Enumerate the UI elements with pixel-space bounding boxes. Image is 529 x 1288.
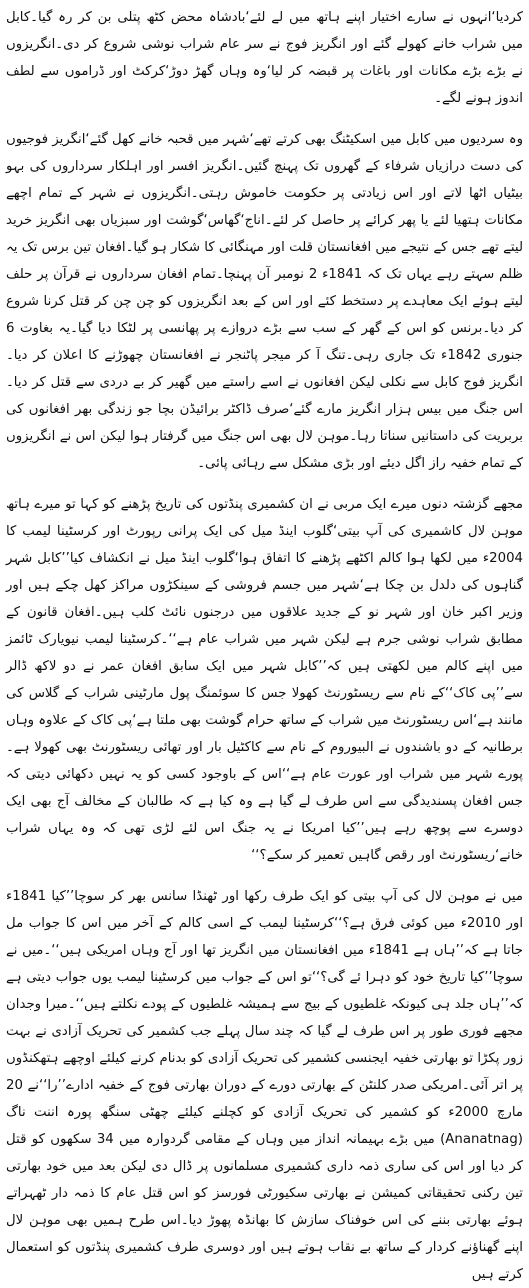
- article-paragraph-4: میں نے موہن لال کی آپ بیتی کو ایک طرف رکھا اور ٹھنڈا سانس بھر کر سوچا’’کیا 1841ء اور 2010ء میں کوئی فرق ہے؟‘‘کرسٹینا لیمب کے اسی کالم کے آخر میں اس کا جواب مل جاتا ہے کہ’’ہاں ہے 1841ء میں افغانستان میں انگریز تھا اور آج وہاں امریکی ہیں‘‘۔میں نے سوچا’’کیا تاریخ خود کو دہرا ئے گی؟‘‘تو اس کے جواب میں کرسٹینا لیمب یوں جواب دیتی ہے کہ’’ہاں جلد ہی کیونکہ غلطیوں کے بیج سے ہمیشہ غلطیوں کے پودے نکلتے ہیں‘‘۔میرا وجدان مجھے فوری طور پر اس طرف لے گیا کہ چند سال پہلے جب کشمیر کی تحریک آزادی نے بہت زور پکڑا تو بھارتی خفیہ ایجنسی کشمیر کی تحریک آزادی کو بدنام کرنے کیلئے اوچھے ہتھکنڈوں پر اتر آئی۔امریکی صدر کلنٹن کے بھارتی دورے کے دوران بھارتی فوج کے خفیہ ادارے’’را‘‘نے 20 مارچ 2000ء کو کشمیر کی تحریک آزادی کو کچلنے کیلئے چھٹی سنگھ پورہ اننت ناگ (Ananatnag) میں بڑے بہیمانہ انداز میں وہاں کے مقامی گردوارہ میں 34 سکھوں کو قتل کر دیا اور اس کی ساری ذمہ داری کشمیری مسلمانوں پر ڈال دی لیکن بعد میں خود بھارتی تین رکنی تحقیقاتی کمیشن نے بھارتی سکیورٹی فورسز کو اس قتل عام کا ذمہ دار ٹھہراتے ہوئے بھارتی بننے کی اس خوفناک سازش کا بھانڈہ پھوڑ دیا۔اس طرح ہمیں بھی موہن لال اپنے گھناؤنے کردار کے ساتھ بے نقاب ہوتے ہیں اور دوسری طرف کشمیری پنڈتوں کو استعمال کرتے ہیں: [6, 889, 524, 1282]
- article-paragraph-1: کردیا‘انہوں نے سارے اختیار اپنے ہاتھ میں لے لئے‘بادشاہ محض کٹھ پتلی بن کر رہ گیا۔کابل میں شراب خانے کھولے گئے اور انگریز فوج نے سر عام شراب نوشی شروع کر دی۔انگریزوں نے بڑے بڑے مکانات اور باغات پر قبضہ کر لیا‘وہ وہاں گھڑ دوڑ‘کرکٹ اور ڈراموں سے لطف اندوز ہونے لگے۔: [6, 10, 523, 106]
- paragraph-gap: [6, 483, 523, 491]
- article-paragraph-3: مجھے گزشتہ دنوں میرے ایک مربی نے ان کشمیری پنڈتوں کی تاریخ پڑھنے کو کہا تو میرے ہاتھ موہن لال کاشمیری کی آپ بیتی‘گلوب اینڈ میل کی ایک پرانی رپورٹ اور کرسٹینا لیمب کا 2004ء میں لکھا ہوا کالم اکٹھے پڑھنے کا اتفاق ہوا‘گلوب اینڈ میل نے انکشاف کیا’’کابل شہر گناہوں کی دلدل بن چکا ہے‘شہر میں جسم فروشی کے سینکڑوں مراکز کھل چکے ہیں اور وزیر اکبر خان اور شہر نو کے جدید علاقوں میں درجنوں نائٹ کلب ہیں۔افغان قانون کے مطابق شراب نوشی جرم ہے لیکن شہر میں شراب عام ہے‘‘۔کرسٹینا لیمب نیویارک ٹائمز میں اپنے کالم میں لکھتی ہیں کہ’’کابل شہر میں ایک سابق افغان عمر نے دو لاکھ ڈالر سے’’پی کاک‘‘کے نام سے ریسٹورنٹ کھولا جس کا سوئمنگ پول مارٹینی شراب کے گلاس کی مانند ہے‘اس ریسٹورنٹ میں شراب کے ساتھ حرام گوشت بھی ملتا ہے‘پی کاک کے علاوہ وہاں برطانیہ کے دو باشندوں نے البیوروم کے نام سے کاکٹیل بار اور تھائی ریسٹورنٹ بھی کھولا ہے۔پورے شہر میں شراب اور عورت عام ہے‘‘اس کے باوجود کسی کو یہ نہیں دکھائی دیتی کہ جس افغان پسندیدگی سے اس طرف لے گیا ہے وہ کیا ہے کہ طالبان کے مخالف آج بھی ایک دوسرے سے پوچھ رہے ہیں’’کیا امریکا نے یہ جنگ اس لئے لڑی تھی کہ وہ یہاں شراب خانے‘ریسٹورنٹ اور رقص گاہیں تعمیر کر سکے؟‘‘: [6, 497, 523, 863]
- paragraph-gap: [6, 118, 523, 126]
- paragraph-gap: [6, 875, 523, 883]
- article-paragraph-2: وہ سردیوں میں کابل میں اسکیٹنگ بھی کرتے تھے‘شہر میں قحبہ خانے کھل گئے‘انگریز فوجیوں کی دست درازیاں شرفاء کے گھروں تک پہنچ گئیں۔انگریز افسر اور اہلکار سرداروں کی بہو بیٹیاں اٹھا لاتے اور اس زیادتی پر حکومت خاموش رہتی۔انگریزوں نے شہر کے تمام اچھے مکانات ہتھیا لئے یا پھر کرائے پر حاصل کر لئے۔اناج‘گھاس‘گوشت اور سبزیاں بھی انگریز خرید لیتے تھے جس کے نتیجے میں افغانستان قلت اور مہنگائی کا شکار ہو گیا۔افغان تین برس تک یہ ظلم سہتے رہے یہاں تک کہ 1841ء 2 نومبر آن پہنچا۔تمام افغان سرداروں نے قرآن پر حلف لیتے ہوئے ایک معاہدے پر دستخط کئے اور اس کے بعد انگریزوں کو چن چن کر قتل کرنا شروع کر دیا۔برنس کو اس کے گھر کے سب سے بڑے دروازے پر پھانسی پر لٹکا دیا گیا۔یہ بغاوت 6 جنوری 1842ء تک جاری رہی۔تنگ آ کر میجر پاٹنجر نے افغانستان چھوڑنے کا اعلان کر دیا۔انگریز فوج کابل سے نکلی لیکن افغانوں نے اسے راستے میں گھیر کر بے دردی سے قتل کر دیا۔اس جنگ میں بیس ہزار انگریز مارے گئے‘صرف ڈاکٹر برائیڈن بچا جو زندگی بھر افغانوں کی بربریت کی داستانیں سناتا رہا۔موہن لال بھی اس جنگ میں گرفتار ہوا لیکن اس نے انگریزوں کے تمام خفیہ راز اگل دیئے اور بڑی مشکل سے رہائی پائی۔: [6, 132, 523, 471]
